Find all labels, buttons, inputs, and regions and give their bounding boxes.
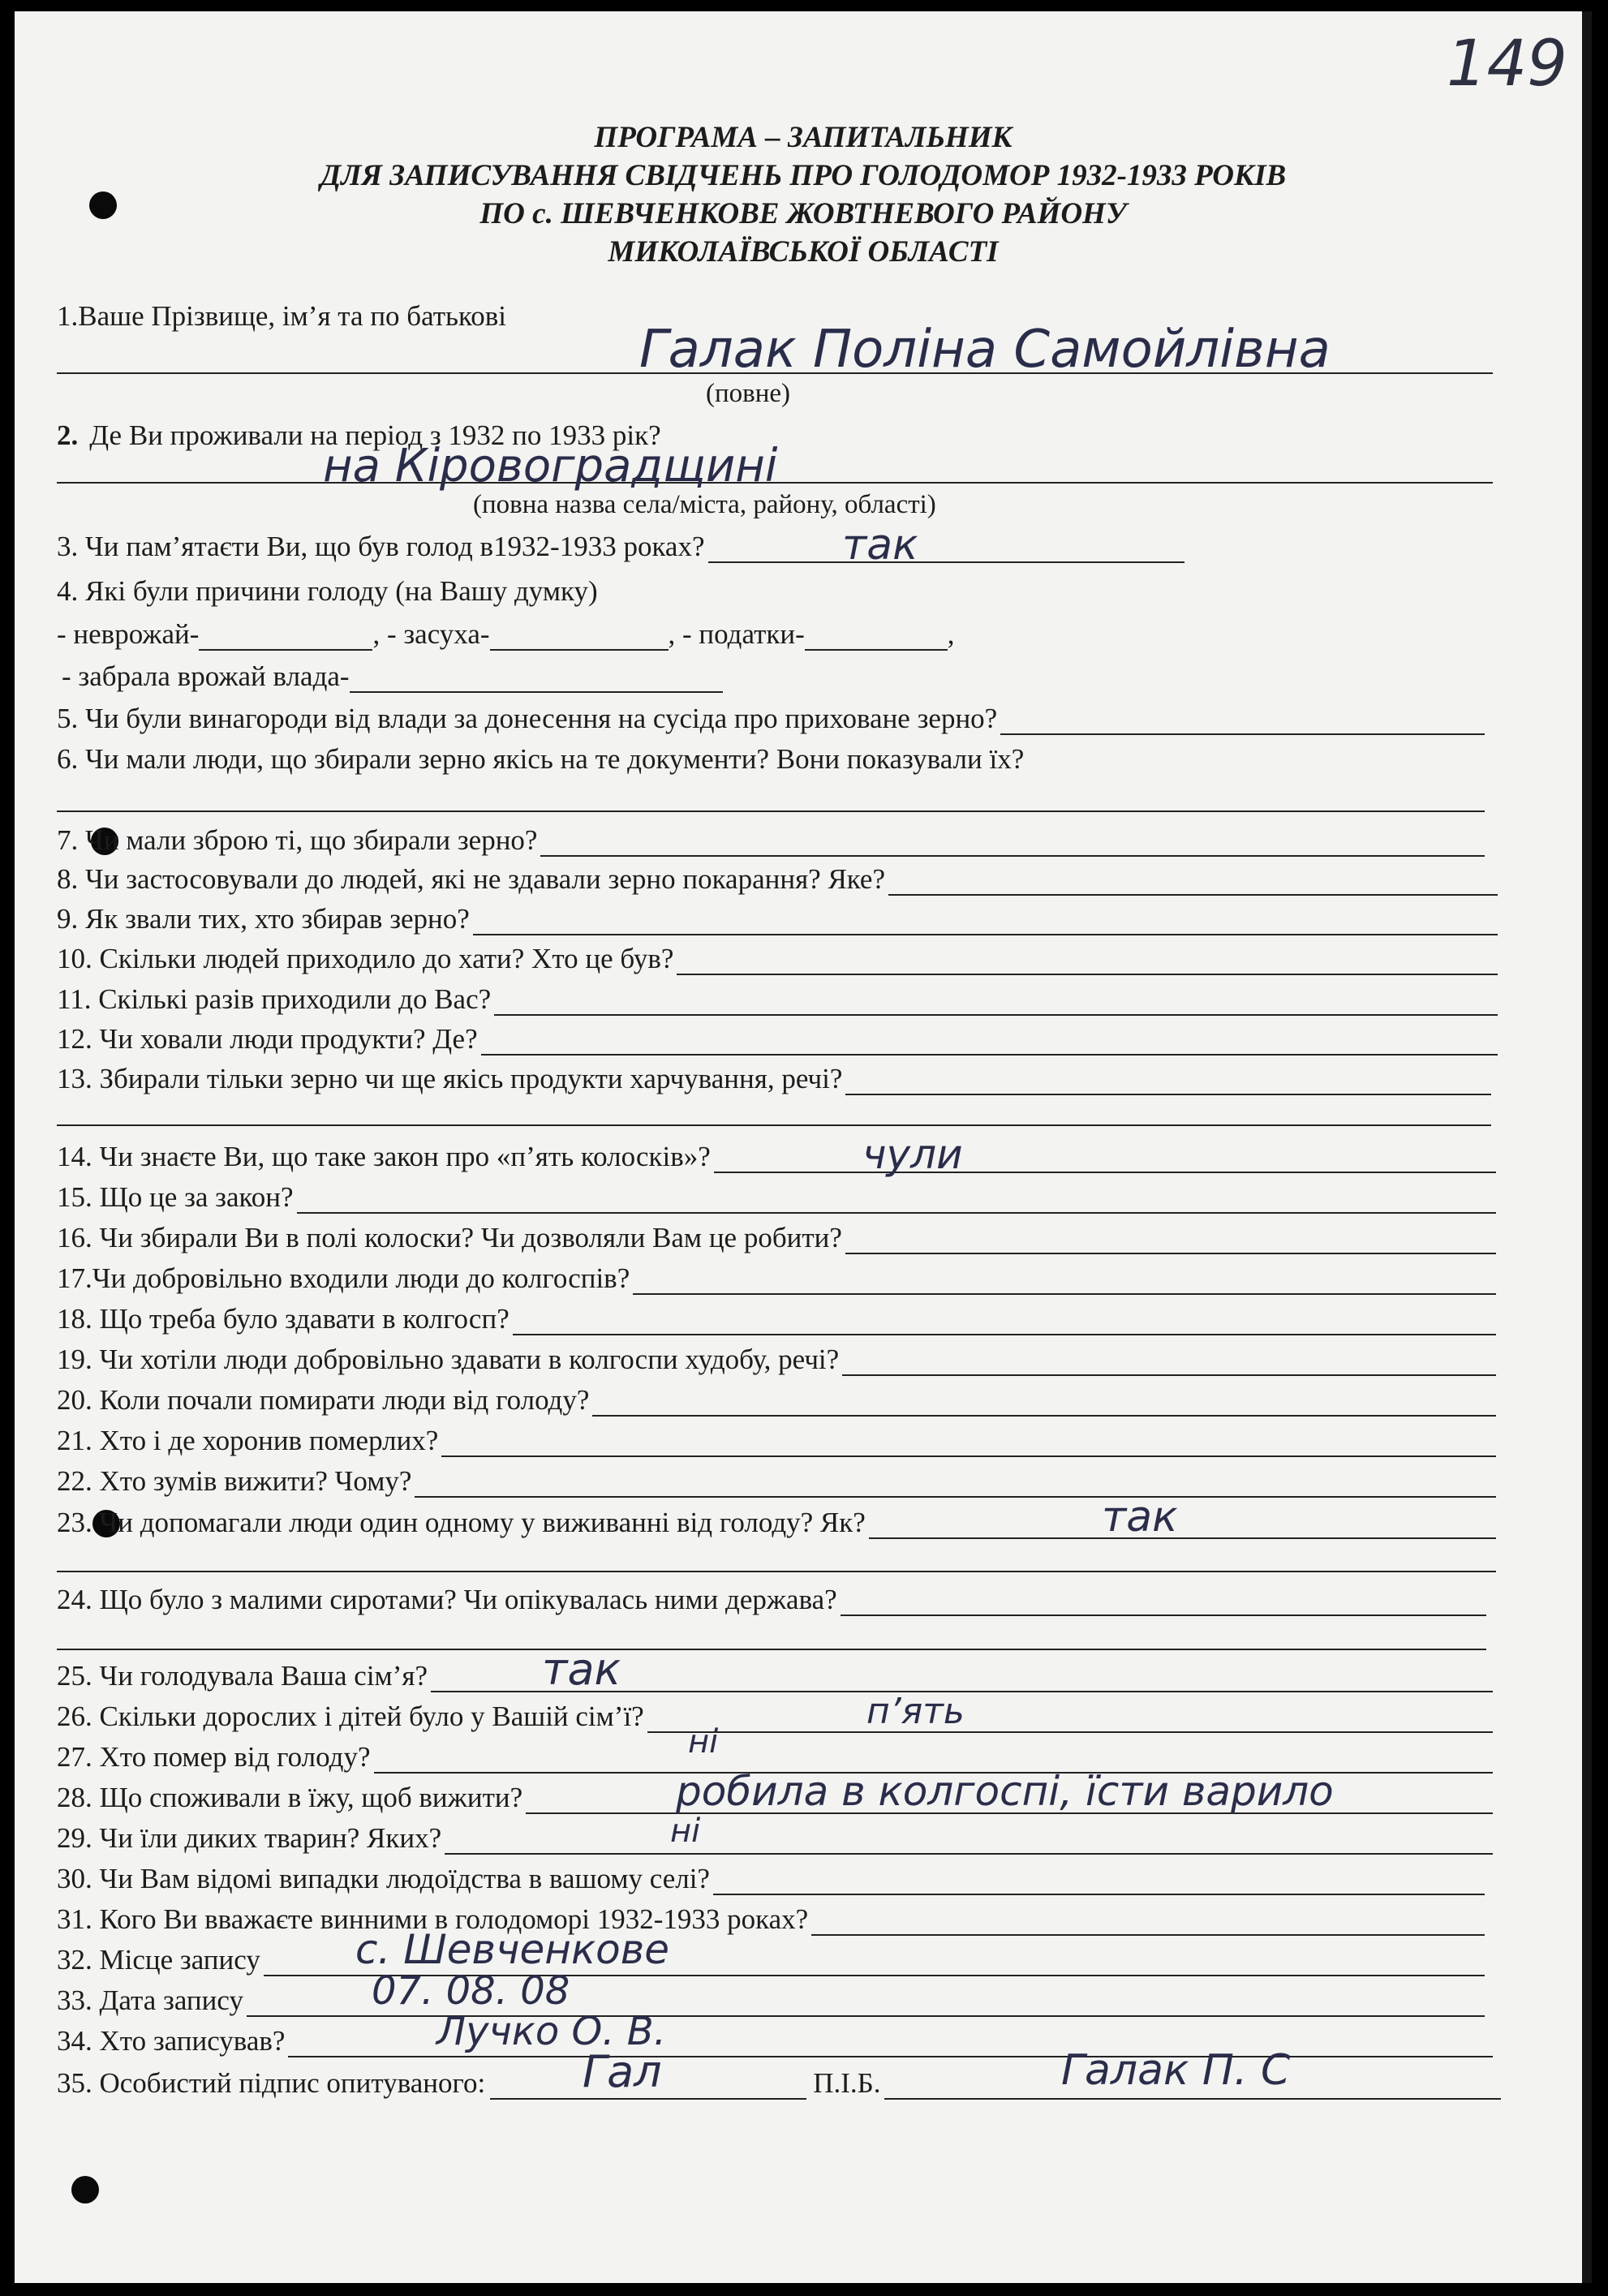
question-14-label: 14. Чи знаєте Ви, що таке закон про «п’ять колосків»?: [57, 1141, 711, 1172]
question-8: [57, 863, 1498, 896]
question-8-label: 8. Чи застосовували до людей, які не здавали зерно покарання? Яке?: [57, 863, 885, 895]
question-16: [57, 1222, 1496, 1254]
question-30-label: 30. Чи Вам відомі випадки людоїдства в вашому селі?: [57, 1863, 710, 1894]
answer-line-13b: [57, 1124, 1491, 1126]
question-6-label: 6. Чи мали люди, що збирали зерно якісь на те документи? Вони показували їх?: [57, 743, 1025, 775]
answer-line-18: [513, 1308, 1496, 1335]
question-7: [57, 824, 1485, 857]
answer-line-17: [633, 1267, 1496, 1295]
question-29: [57, 1822, 1493, 1855]
question-23: [57, 1507, 1496, 1539]
question-18: [57, 1303, 1496, 1335]
question-31-label: 31. Кого Ви вважаєте винними в голодоморі 1932-1933 роках?: [57, 1903, 809, 1935]
question-18-label: 18. Що треба було здавати в колгосп?: [57, 1303, 509, 1335]
question-24: [57, 1584, 1486, 1616]
answer-line-20: [592, 1389, 1496, 1417]
answer-25: так: [542, 1644, 621, 1695]
answer-line-31: [811, 1908, 1485, 1936]
question-25: [57, 1660, 1493, 1692]
question-20: [57, 1384, 1496, 1417]
answer-line-23: [869, 1511, 1496, 1539]
question-33: [57, 1984, 1485, 2017]
option-taxes-comma: ,: [947, 618, 955, 650]
header-line-4: МИКОЛАЇВСЬКОЇ ОБЛАСТІ: [608, 235, 999, 269]
header-line-3: ПО с. ШЕВЧЕНКОВЕ ЖОВТНЕВОГО РАЙОНУ: [479, 197, 1127, 230]
option-taxes: , - податки-: [668, 618, 805, 650]
option-crop-failure: - неврожай-: [57, 618, 200, 650]
question-5: [57, 703, 1485, 735]
pib-label: П.І.Б.: [813, 2067, 881, 2099]
answer-line-24b: [57, 1649, 1486, 1650]
answer-line-14: [714, 1146, 1496, 1173]
answer-line-24: [841, 1589, 1486, 1616]
scan-edge: [1582, 11, 1592, 2283]
option-drought: , - засуха-: [372, 618, 490, 650]
question-7-label: 7. Чи мали зброю ті, що збирали зерно?: [57, 824, 538, 856]
answer-3: так: [842, 521, 918, 570]
answer-34: Лучко О. В.: [436, 2009, 666, 2054]
question-1-label: 1.Ваше Прізвище, ім’я та по батькові: [57, 300, 506, 332]
answer-28: робила в колгоспі, їсти варило: [676, 1768, 1334, 1815]
question-33-label: 33. Дата запису: [57, 1984, 243, 2016]
question-21: [57, 1425, 1496, 1457]
answer-line-23b: [57, 1571, 1496, 1572]
question-4-label: 4. Які були причини голоду (на Вашу думку): [57, 575, 598, 607]
answer-line-22: [415, 1470, 1496, 1498]
document-header: [15, 118, 1592, 271]
answer-line-5: [1000, 707, 1485, 735]
question-22-label: 22. Хто зумів вижити? Чому?: [57, 1465, 412, 1497]
question-12: [57, 1023, 1498, 1056]
question-24-label: 24. Що було з малими сиротами? Чи опікувалась ними держава?: [57, 1584, 837, 1615]
question-30: [57, 1863, 1485, 1895]
question-19-label: 19. Чи хотіли люди добровільно здавати в колгоспи худобу, речі?: [57, 1344, 840, 1375]
answer-line-16: [845, 1227, 1496, 1254]
question-4-option-government: [62, 660, 723, 693]
question-1-note: (повне): [706, 379, 791, 408]
question-13-label: 13. Збирали тільки зерно чи ще якісь продукти харчування, речі?: [57, 1063, 843, 1094]
question-11: [57, 983, 1498, 1016]
question-34-label: 34. Хто записував?: [57, 2025, 286, 2057]
question-15-label: 15. Що це за закон?: [57, 1181, 294, 1213]
question-21-label: 21. Хто і де хоронив померлих?: [57, 1425, 439, 1456]
answer-14: чули: [862, 1131, 963, 1178]
question-4-options-row: [57, 618, 955, 651]
question-25-label: 25. Чи голодувала Ваша сім’я?: [57, 1660, 428, 1692]
answer-26: п’ять: [866, 1691, 965, 1732]
answer-35-pib: Галак П. С: [1061, 2046, 1291, 2095]
question-32-label: 32. Місце запису: [57, 1944, 260, 1976]
answer-line-11: [494, 988, 1498, 1016]
question-2-number: 2.: [57, 419, 79, 451]
answer-line-19: [842, 1348, 1496, 1376]
questionnaire-page: [15, 11, 1592, 2283]
question-15: [57, 1181, 1496, 1214]
blank-taxes: [805, 625, 948, 651]
blank-government: [350, 667, 723, 693]
answer-line-8: [888, 868, 1498, 896]
question-31: [57, 1903, 1485, 1936]
question-11-label: 11. Скількі разів приходили до Вас?: [57, 983, 492, 1015]
answer-1-name: Галак Поліна Самойлівна: [639, 320, 1331, 380]
question-16-label: 16. Чи збирали Ви в полі колоски? Чи дозволяли Вам це робити?: [57, 1222, 842, 1253]
question-27-label: 27. Хто помер від голоду?: [57, 1741, 371, 1773]
question-6: [57, 743, 1024, 776]
answer-line-30: [713, 1868, 1485, 1895]
question-28-label: 28. Що споживали в їжу, щоб вижити?: [57, 1782, 523, 1813]
question-26-label: 26. Скільки дорослих і дітей було у Вашій сім’ї?: [57, 1701, 644, 1732]
question-2-label: Де Ви проживали на період з 1932 по 1933 рік?: [89, 419, 661, 451]
question-32: [57, 1944, 1485, 1976]
question-9: [57, 903, 1498, 935]
answer-line-15: [297, 1186, 1496, 1214]
answer-line-9: [473, 908, 1498, 935]
question-20-label: 20. Коли почали помирати люди від голоду?: [57, 1384, 590, 1416]
question-12-label: 12. Чи ховали люди продукти? Де?: [57, 1023, 478, 1055]
question-29-label: 29. Чи їли диких тварин? Яких?: [57, 1822, 442, 1854]
question-2-note: (повна назва села/міста, району, області): [473, 490, 936, 519]
question-26: [57, 1701, 1493, 1733]
question-19: [57, 1344, 1496, 1376]
question-5-label: 5. Чи були винагороди від влади за донесення на сусіда про приховане зерно?: [57, 703, 998, 734]
blank-drought: [490, 625, 669, 651]
question-14: [57, 1141, 1496, 1173]
answer-line-10: [677, 948, 1498, 975]
question-10: [57, 943, 1498, 975]
question-4: [57, 575, 598, 608]
option-government: - забрала врожай влада-: [62, 660, 350, 692]
answer-29: ні: [670, 1812, 701, 1850]
question-17: [57, 1262, 1496, 1295]
respondent-signature: Гал: [583, 2046, 662, 2097]
answer-32: с. Шевченкове: [355, 1926, 669, 1973]
answer-33: 07. 08. 08: [372, 1968, 570, 2014]
question-3: [57, 531, 1185, 563]
blank-crop-failure: [199, 625, 372, 651]
question-17-label: 17.Чи добровільно входили люди до колгоспів?: [57, 1262, 630, 1294]
answer-line-12: [481, 1028, 1498, 1056]
question-13: [57, 1063, 1491, 1095]
question-3-label: 3. Чи пам’ятаєти Ви, що був голод в1932-1933 роках?: [57, 531, 705, 562]
answer-27: ні: [688, 1723, 719, 1761]
question-23-label: 23. Чи допомагали люди один одному у виживанні від голоду? Як?: [57, 1507, 866, 1538]
question-10-label: 10. Скільки людей приходило до хати? Хто це був?: [57, 943, 674, 974]
question-35-label: 35. Особистий підпис опитуваного:: [57, 2067, 486, 2099]
answer-line-21: [441, 1430, 1496, 1457]
page-number: 149: [1447, 28, 1567, 101]
answer-line-7: [540, 829, 1485, 857]
question-9-label: 9. Як звали тих, хто збирав зерно?: [57, 903, 470, 935]
answer-2-place: на Кіровоградщині: [323, 440, 778, 492]
answer-line-26: [647, 1705, 1493, 1733]
answer-line-13: [845, 1068, 1491, 1095]
answer-line-3: [708, 535, 1185, 563]
answer-23: так: [1102, 1493, 1178, 1541]
question-22: [57, 1465, 1496, 1498]
answer-line-29: [445, 1827, 1493, 1855]
header-line-1: ПРОГРАМА – ЗАПИТАЛЬНИК: [594, 121, 1013, 154]
header-line-2: ДЛЯ ЗАПИСУВАННЯ СВІДЧЕНЬ ПРО ГОЛОДОМОР 1932-1933 РОКІВ: [320, 159, 1287, 192]
punch-hole-bottom: [71, 2176, 99, 2204]
answer-line-6: [57, 810, 1485, 812]
